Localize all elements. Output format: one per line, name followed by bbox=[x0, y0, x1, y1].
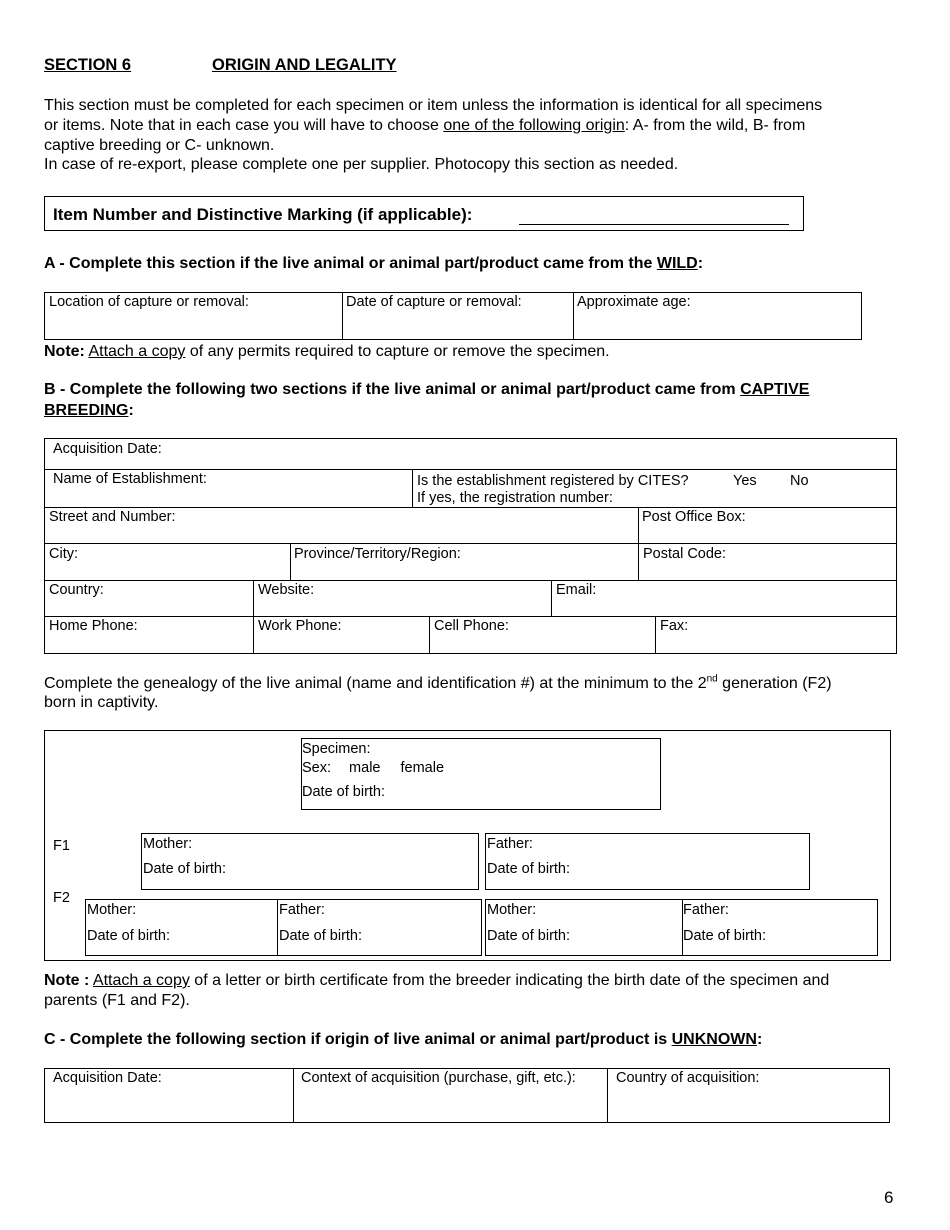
f1-mother-dob-field[interactable]: Date of birth: bbox=[143, 861, 227, 877]
specimen-field[interactable]: Specimen: bbox=[302, 741, 371, 757]
intro-line-3: captive breeding or C- unknown. bbox=[44, 137, 275, 154]
f2-maternal-grandfather-dob-field[interactable]: Date of birth: bbox=[279, 928, 363, 944]
section-a-note: Note: Attach a copy of any permits required to capture or remove the specimen. bbox=[44, 343, 610, 360]
f2-paternal-grandmother-dob-field[interactable]: Date of birth: bbox=[487, 928, 571, 944]
section-b-heading-line-2: BREEDING: bbox=[44, 402, 134, 419]
website-field[interactable]: Website: bbox=[258, 582, 315, 598]
f2-maternal-grandfather-field[interactable]: Father: bbox=[279, 902, 325, 918]
specimen-box bbox=[301, 738, 661, 810]
intro-line-2: or items. Note that in each case you will have to choose one of the following origin: A- from the wild, B- from bbox=[44, 117, 806, 134]
f2-label: F2 bbox=[53, 890, 70, 906]
cites-no-option[interactable]: No bbox=[790, 473, 809, 489]
specimen-sex: Sex: male female bbox=[302, 760, 445, 776]
cites-question: Is the establishment registered by CITES? bbox=[417, 473, 689, 489]
section-a-heading: A - Complete this section if the live animal or animal part/product came from the WILD: bbox=[44, 255, 704, 272]
f2-paternal-grandmother-field[interactable]: Mother: bbox=[487, 902, 537, 918]
section-b-heading-line-1: B - Complete the following two sections if the live animal or animal part/product came from CAPTIVE bbox=[44, 381, 810, 398]
item-number-field[interactable] bbox=[519, 224, 789, 225]
unknown-acquisition-date-field[interactable]: Acquisition Date: bbox=[53, 1070, 162, 1086]
po-box-field[interactable]: Post Office Box: bbox=[642, 509, 746, 525]
genealogy-note-line-1: Note : Attach a copy of a letter or birth certificate from the breeder indicating the birth date of the specimen and bbox=[44, 972, 830, 989]
f2-paternal-grandfather-field[interactable]: Father: bbox=[683, 902, 729, 918]
city-field[interactable]: City: bbox=[49, 546, 78, 562]
acquisition-context-field[interactable]: Context of acquisition (purchase, gift, etc.): bbox=[301, 1070, 576, 1086]
acquisition-country-field[interactable]: Country of acquisition: bbox=[616, 1070, 760, 1086]
acquisition-date-field[interactable]: Acquisition Date: bbox=[53, 441, 162, 457]
f1-father-field[interactable]: Father: bbox=[487, 836, 533, 852]
registration-number-field[interactable]: If yes, the registration number: bbox=[417, 490, 613, 506]
street-field[interactable]: Street and Number: bbox=[49, 509, 176, 525]
f2-maternal-grandmother-field[interactable]: Mother: bbox=[87, 902, 137, 918]
date-of-capture-field[interactable]: Date of capture or removal: bbox=[346, 294, 522, 310]
f1-father-box bbox=[485, 833, 810, 890]
f2-maternal-grandmother-dob-field[interactable]: Date of birth: bbox=[87, 928, 171, 944]
section-title: ORIGIN AND LEGALITY bbox=[212, 56, 397, 74]
work-phone-field[interactable]: Work Phone: bbox=[258, 618, 342, 634]
genealogy-intro-line-2: born in captivity. bbox=[44, 694, 159, 711]
genealogy-tree bbox=[44, 730, 891, 961]
email-field[interactable]: Email: bbox=[556, 582, 597, 598]
f1-mother-field[interactable]: Mother: bbox=[143, 836, 193, 852]
approximate-age-field[interactable]: Approximate age: bbox=[577, 294, 691, 310]
f1-label: F1 bbox=[53, 838, 70, 854]
page-number: 6 bbox=[884, 1188, 894, 1207]
f2-maternal-box bbox=[85, 899, 482, 956]
genealogy-note-line-2: parents (F1 and F2). bbox=[44, 992, 190, 1009]
intro-line-4: In case of re-export, please complete one per supplier. Photocopy this section as needed. bbox=[44, 156, 679, 173]
section-number: SECTION 6 bbox=[44, 56, 132, 74]
sex-male-option[interactable]: male bbox=[349, 760, 381, 776]
country-field[interactable]: Country: bbox=[49, 582, 104, 598]
specimen-dob-field[interactable]: Date of birth: bbox=[302, 784, 386, 800]
f2-paternal-grandfather-dob-field[interactable]: Date of birth: bbox=[683, 928, 767, 944]
establishment-name-field[interactable]: Name of Establishment: bbox=[53, 471, 207, 487]
fax-field[interactable]: Fax: bbox=[660, 618, 689, 634]
cell-phone-field[interactable]: Cell Phone: bbox=[434, 618, 509, 634]
section-c-table bbox=[44, 1068, 890, 1123]
item-number-label: Item Number and Distinctive Marking (if applicable): bbox=[53, 205, 473, 224]
location-of-capture-field[interactable]: Location of capture or removal: bbox=[49, 294, 249, 310]
cites-yes-option[interactable]: Yes bbox=[733, 473, 757, 489]
item-number-box bbox=[44, 196, 804, 231]
f1-father-dob-field[interactable]: Date of birth: bbox=[487, 861, 571, 877]
intro-line-1: This section must be completed for each specimen or item unless the information is identical for all specimens bbox=[44, 97, 823, 114]
f2-paternal-box bbox=[485, 899, 878, 956]
province-field[interactable]: Province/Territory/Region: bbox=[294, 546, 461, 562]
section-c-heading: C - Complete the following section if origin of live animal or animal part/product is UNKNOWN: bbox=[44, 1031, 763, 1048]
home-phone-field[interactable]: Home Phone: bbox=[49, 618, 138, 634]
postal-code-field[interactable]: Postal Code: bbox=[643, 546, 727, 562]
sex-female-option[interactable]: female bbox=[400, 760, 445, 776]
establishment-table bbox=[44, 438, 897, 654]
section-a-table bbox=[44, 292, 862, 340]
f1-mother-box bbox=[141, 833, 479, 890]
genealogy-intro-line-1: Complete the genealogy of the live animal (name and identification #) at the minimum to the 2nd generation (F2) bbox=[44, 673, 832, 692]
